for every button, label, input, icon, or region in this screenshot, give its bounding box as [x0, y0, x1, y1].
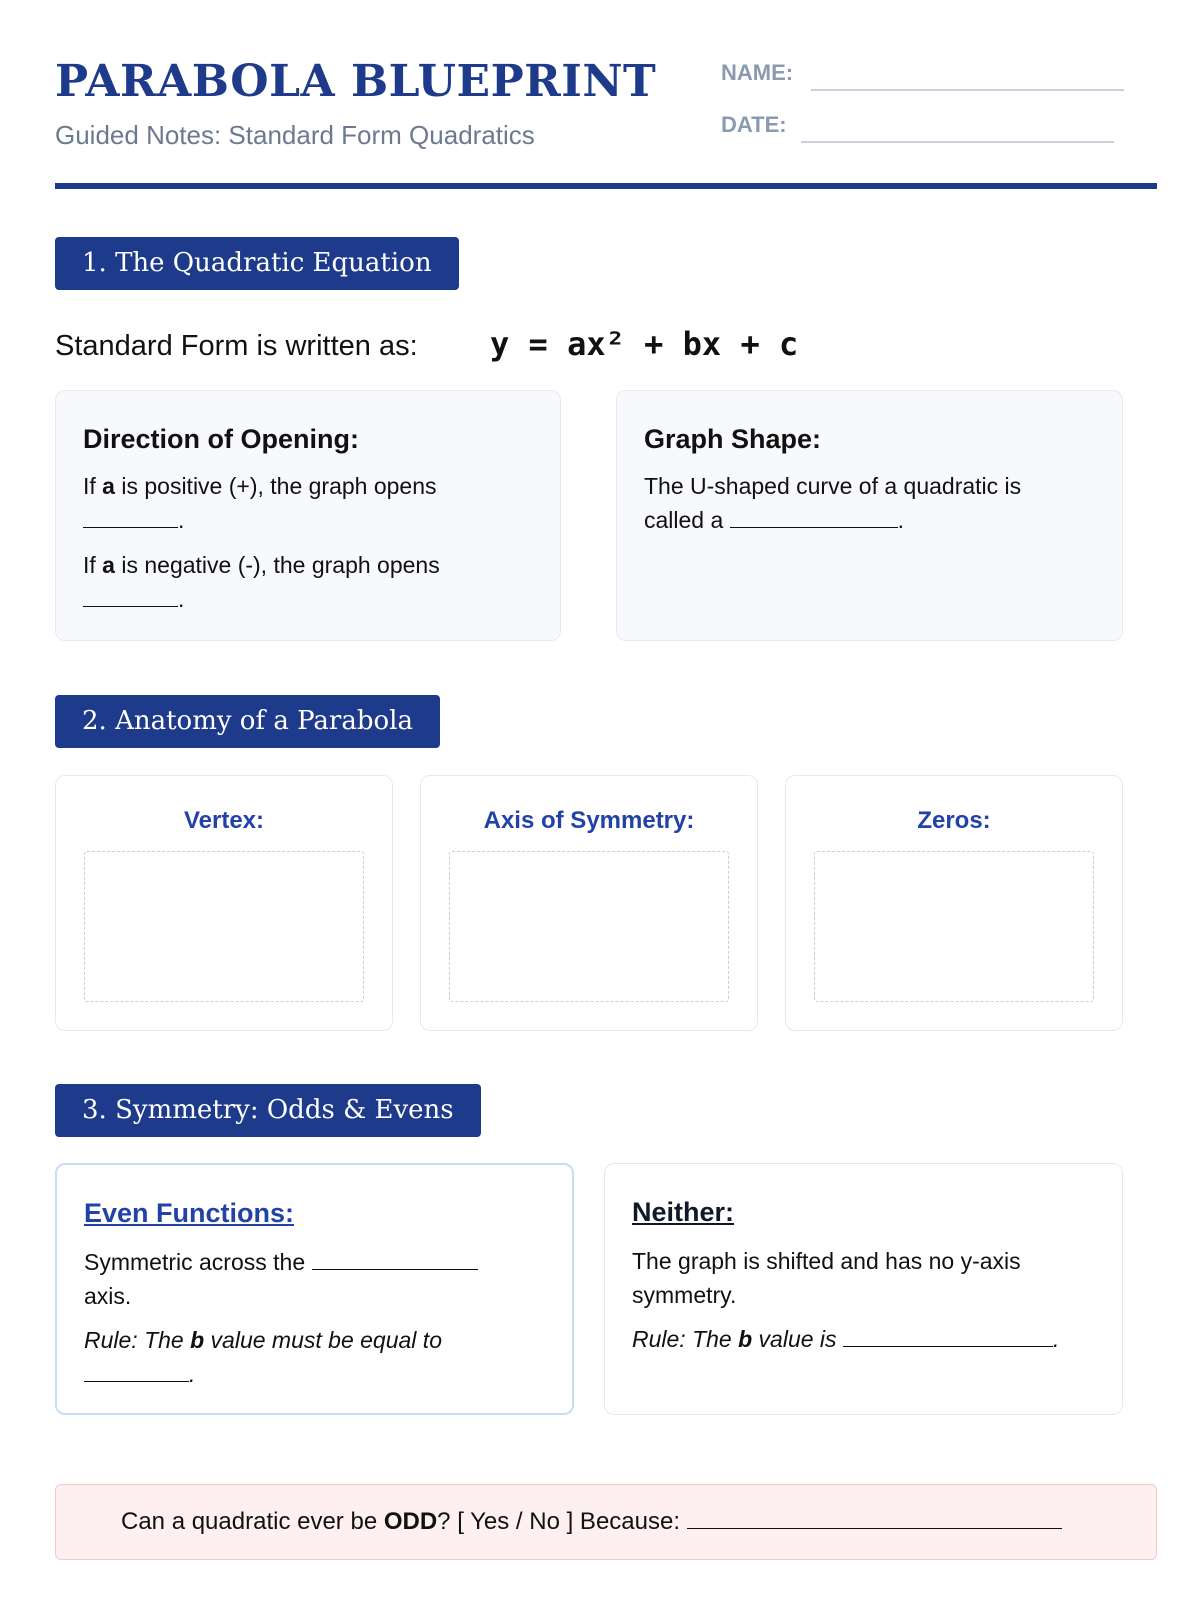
- odd-question-pre: Can a quadratic ever be: [121, 1508, 384, 1535]
- even-functions-title: Even Functions:: [84, 1198, 295, 1228]
- header-divider: [55, 183, 1157, 189]
- name-field[interactable]: [811, 89, 1124, 91]
- direction-negative-blank[interactable]: [83, 585, 178, 607]
- direction-positive-blank[interactable]: [83, 506, 178, 528]
- direction-positive-post: is positive (+), the graph opens: [114, 473, 437, 499]
- date-label: DATE:: [721, 112, 787, 137]
- vertex-card: [55, 775, 393, 1031]
- neither-rule-pre: Rule: The: [632, 1326, 739, 1352]
- direction-positive-text: If a is positive (+), the graph opens .: [83, 473, 437, 533]
- axis-of-symmetry-title: Axis of Symmetry:: [483, 807, 695, 834]
- graph-shape-title: Graph Shape:: [644, 424, 822, 454]
- direction-positive-var: a: [102, 473, 115, 499]
- graph-shape-text: The U-shaped curve of a quadratic is called a .: [644, 473, 1022, 533]
- zeros-title: Zeros:: [917, 807, 991, 834]
- direction-negative-post: is negative (-), the graph opens: [114, 552, 440, 578]
- zeros-card: [785, 775, 1123, 1031]
- neither-rule: Rule: The b value is .: [632, 1326, 1060, 1352]
- zeros-answer-area[interactable]: [814, 851, 1094, 1002]
- even-functions-text: [84, 1245, 554, 1313]
- neither-text: The graph is shifted and has no y-axis symmetry.: [632, 1248, 1021, 1308]
- odd-question-callout: [55, 1484, 1157, 1560]
- direction-negative-pre: If: [83, 552, 103, 578]
- graph-shape-line2: called a: [644, 507, 724, 533]
- graph-shape-line1: The U-shaped curve of a quadratic is: [644, 473, 1022, 499]
- standard-form-equation: y = ax² + bx + c: [490, 325, 799, 363]
- graph-shape-card: [616, 390, 1123, 641]
- section-3-heading: 3. Symmetry: Odds & Evens: [55, 1084, 481, 1137]
- standard-form-label: Standard Form is written as:: [55, 330, 418, 362]
- even-rule-blank[interactable]: [84, 1360, 189, 1382]
- even-functions-rule: Rule: The b value must be equal to .: [84, 1327, 442, 1387]
- neither-rule-var: b: [738, 1326, 753, 1352]
- page-subtitle: Guided Notes: Standard Form Quadratics: [55, 120, 535, 150]
- odd-question-blank[interactable]: [687, 1507, 1062, 1529]
- even-axis-blank[interactable]: [312, 1248, 478, 1270]
- even-text-pre: Symmetric across the: [84, 1249, 306, 1275]
- even-rule-var: b: [190, 1327, 205, 1353]
- date-field[interactable]: [801, 141, 1114, 143]
- section-2-heading: 2. Anatomy of a Parabola: [55, 695, 440, 748]
- direction-title: Direction of Opening:: [83, 424, 359, 454]
- odd-question-post: ? [ Yes / No ] Because:: [437, 1508, 680, 1535]
- vertex-title: Vertex:: [183, 807, 265, 834]
- vertex-answer-area[interactable]: [84, 851, 364, 1002]
- direction-negative-text: If a is negative (-), the graph opens .: [83, 552, 440, 612]
- neither-title: Neither:: [632, 1197, 735, 1227]
- even-rule-post: value must be equal to: [204, 1327, 442, 1353]
- direction-of-opening-card: [55, 390, 561, 641]
- even-functions-card: [55, 1163, 574, 1415]
- section-1-heading: 1. The Quadratic Equation: [55, 237, 459, 290]
- odd-question-bold: ODD: [383, 1508, 438, 1535]
- direction-negative-var: a: [102, 552, 115, 578]
- odd-question-text: [121, 1507, 1062, 1536]
- direction-positive-pre: If: [83, 473, 103, 499]
- neither-rule-post: value is: [752, 1326, 837, 1352]
- neither-card: [604, 1163, 1123, 1415]
- neither-rule-blank[interactable]: [843, 1325, 1053, 1347]
- name-label: NAME:: [721, 60, 794, 85]
- graph-shape-blank[interactable]: [730, 506, 898, 528]
- page-title: PARABOLA BLUEPRINT: [55, 56, 657, 107]
- axis-of-symmetry-card: [420, 775, 758, 1031]
- axis-of-symmetry-answer-area[interactable]: [449, 851, 729, 1002]
- even-text-post: axis.: [84, 1283, 132, 1309]
- even-rule-pre: Rule: The: [84, 1327, 191, 1353]
